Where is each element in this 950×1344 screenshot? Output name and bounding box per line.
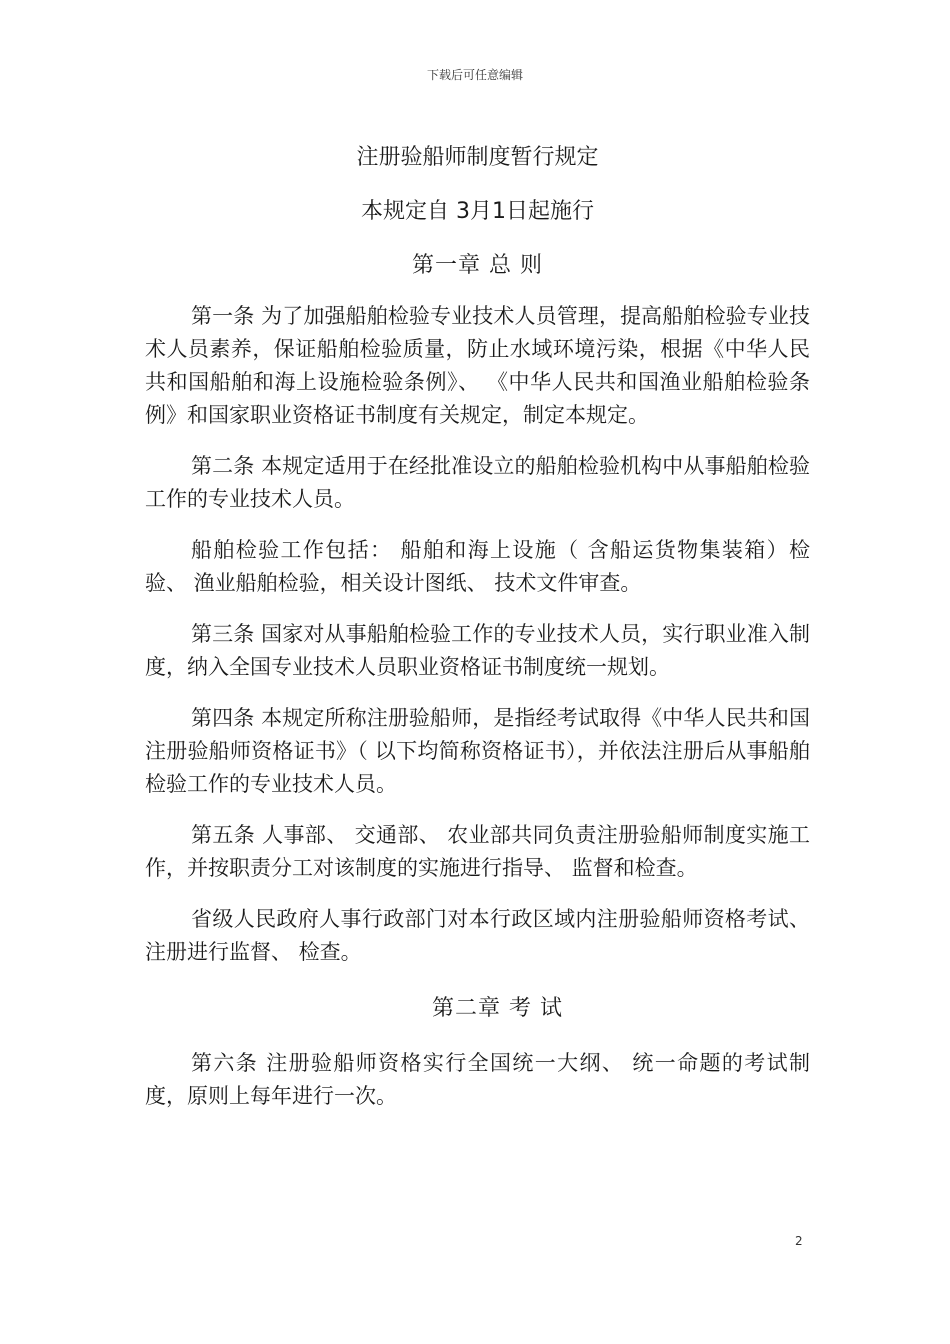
document-body	[145, 140, 810, 1131]
article-3: 第三条 国家对从事船舶检验工作的专业技术人员，实行职业准入制度，纳入全国专业技术人员职业资格证书制度统一规划。	[145, 622, 810, 679]
article-1: 第一条 为了加强船舶检验专业技术人员管理，提高船舶检验专业技术人员素养，保证船舶检验质量，防止水域环境污染，根据《中华人民共和国船舶和海上设施检验条例》、 《中华人民共和国渔业船舶检验条例》和国家职业资格证书制度有关规定，制定本规定。	[145, 304, 810, 427]
page-number: 2	[795, 1234, 803, 1248]
article-5-provincial: 省级人民政府人事行政部门对本行政区域内注册验船师资格考试、 注册进行监督、 检查。	[145, 907, 810, 964]
chapter-heading: 第二章 考 试	[432, 996, 563, 1021]
article-5: 第五条 人事部、 交通部、 农业部共同负责注册验船师制度实施工作，并按职责分工对该制度的实施进行指导、 监督和检查。	[145, 823, 810, 880]
header-note: 下载后可任意编辑	[426, 68, 523, 82]
article-4: 第四条 本规定所称注册验船师，是指经考试取得《中华人民共和国注册验船师资格证书》（ 以下均简称资格证书），并依法注册后从事船舶检验工作的专业技术人员。	[145, 706, 810, 796]
article-6: 第六条 注册验船师资格实行全国统一大纲、 统一命题的考试制度，原则上每年进行一次。	[145, 1051, 810, 1108]
document-subtitle: 本规定自 3月1日起施行	[361, 199, 594, 224]
document-title: 注册验船师制度暂行规定	[356, 145, 599, 170]
chapter-heading: 第一章 总 则	[412, 253, 543, 278]
article-2: 第二条 本规定适用于在经批准设立的船舶检验机构中从事船舶检验工作的专业技术人员。	[145, 454, 810, 511]
article-2-scope: 船舶检验工作包括： 船舶和海上设施（ 含船运货物集装箱）检验、 渔业船舶检验，相关设计图纸、 技术文件审查。	[145, 538, 810, 595]
